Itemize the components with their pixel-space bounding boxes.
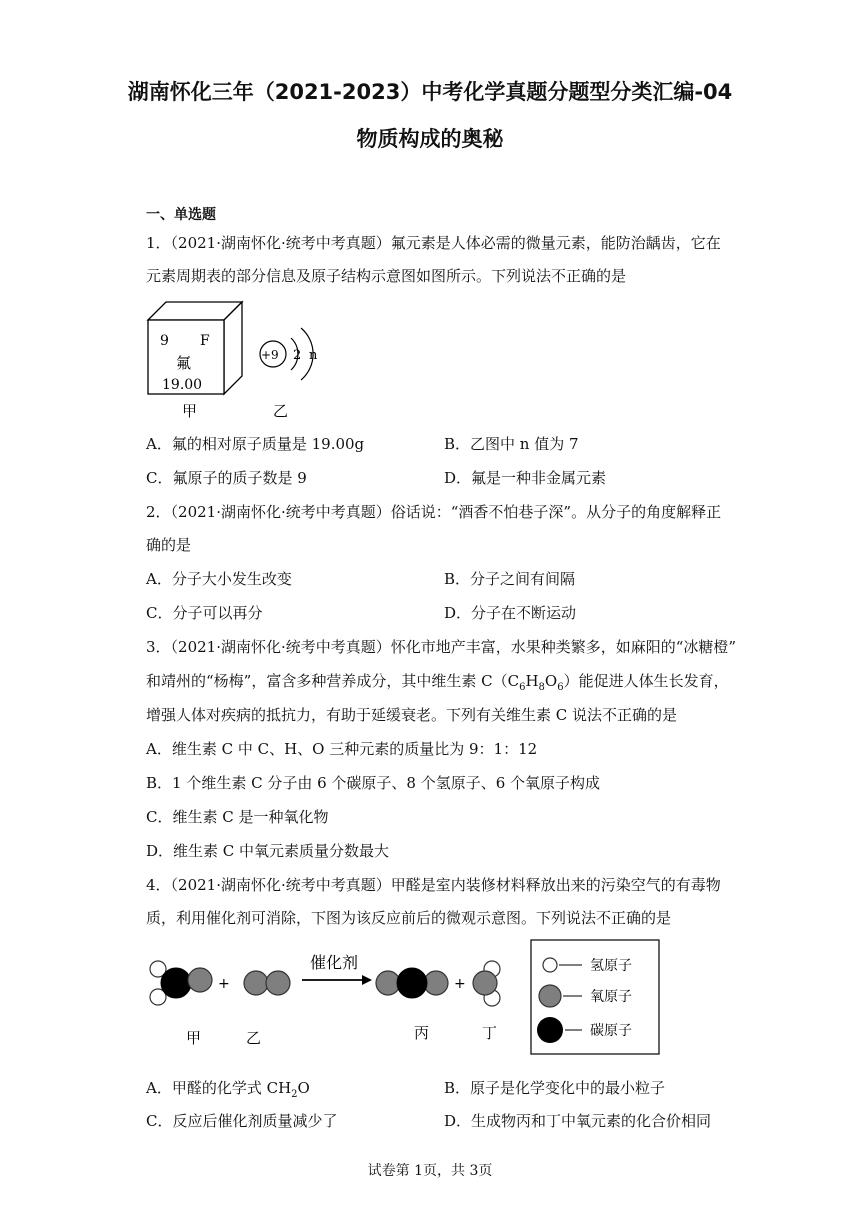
page-title: 湖南怀化三年（2021-2023）中考化学真题分题型分类汇编-04 [127,80,733,104]
q4-reaction-figure [140,938,670,1058]
element-symbol: F [200,333,210,349]
q1-option-b[interactable]: B．乙图中 n 值为 7 [444,435,579,453]
q4-option-c[interactable]: C．反应后催化剂质量减少了 [146,1112,338,1130]
q3-stem-line2: 和靖州的“杨梅”，富含多种营养成分，其中维生素 $C(C_6H_8O_6)$能促进人体生长发育， [146,672,729,693]
q4-stem-line1: 4．（2021·湖南怀化·统考中考真题）甲醛是室内装修材料释放出来的污染空气的有毒物 [146,876,721,894]
molecule-jia [150,961,212,1005]
q4-option-d[interactable]: D．生成物丙和丁中氧元素的化合价相同 [444,1112,712,1130]
atom-legend [531,940,659,1054]
label-jia-2: 甲 [186,1029,202,1047]
q3-option-b[interactable]: B．1 个维生素 C 分子由 6 个碳原子、8 个氢原子、6 个氧原子构成 [146,774,601,792]
q3-option-c[interactable]: C．维生素 C 是一种氧化物 [146,808,329,826]
oxygen-legend-icon [539,985,561,1007]
q1-stem-line2: 元素周期表的部分信息及原子结构示意图如图所示。下列说法不正确的是 [146,267,627,285]
q2-option-b[interactable]: B．分子之间有间隔 [444,570,576,588]
page-footer: 试卷第 1页，共 3页 [367,1163,493,1179]
q1-option-c[interactable]: C．氟原子的质子数是 9 [146,469,307,487]
legend-oxygen: 氧原子 [590,989,632,1005]
q1-figure [146,298,336,422]
atom-structure-diagram [260,328,318,380]
atomic-number: 9 [160,333,169,349]
q2-option-d[interactable]: D．分子在不断运动 [444,604,577,622]
q4-option-b[interactable]: B．原子是化学变化中的最小粒子 [444,1079,666,1097]
q2-stem-line2: 确的是 [146,536,192,554]
shell2-electrons: n [309,348,318,363]
arrow-head [362,975,372,985]
legend-carbon: 碳原子 [590,1023,632,1039]
q2-option-a[interactable]: A．分子大小发生改变 [146,570,292,588]
q2-stem-line1: 2．（2021·湖南怀化·统考中考真题）俗话说：“酒香不怕巷子深”。从分子的角度解释正 [146,503,722,521]
q4-option-a[interactable]: A．甲醛的化学式 $CH_2O$ [146,1079,310,1100]
nucleus-charge: +9 [261,348,279,362]
plus-sign-2: + [454,976,466,992]
shell1-electrons: 2 [293,348,302,363]
hydrogen-legend-icon [543,958,557,972]
carbon-legend-icon [537,1017,563,1043]
q3-stem-line3: 增强人体对疾病的抵抗力，有助于延缓衰老。下列有关维生素 C 说法不正确的是 [146,706,678,724]
q1-stem-line1: 1．（2021·湖南怀化·统考中考真题）氟元素是人体必需的微量元素，能防治龋齿，它在 [146,234,721,252]
legend-hydrogen: 氢原子 [590,958,632,974]
label-jia: 甲 [182,402,198,420]
element-name: 氟 [176,354,192,372]
label-yi-2: 乙 [246,1029,262,1047]
atomic-mass: 19.00 [162,377,203,393]
q1-option-d[interactable]: D．氟是一种非金属元素 [444,469,607,487]
q3-option-d[interactable]: D．维生素 C 中氧元素质量分数最大 [146,842,390,860]
page-subtitle: 物质构成的奥秘 [356,127,504,151]
molecule-bing [376,968,448,998]
section-heading: 一、单选题 [146,207,216,223]
molecule-yi [244,971,290,995]
q4-stem-line2: 质，利用催化剂可消除，下图为该反应前后的微观示意图。下列说法不正确的是 [146,909,672,927]
label-yi: 乙 [273,402,289,420]
q2-option-c[interactable]: C．分子可以再分 [146,604,263,622]
plus-sign-1: + [218,976,230,992]
label-bing: 丙 [414,1024,430,1042]
q3-stem-line1: 3．（2021·湖南怀化·统考中考真题）怀化市地产丰富，水果种类繁多，如麻阳的“冰糖橙” [146,638,737,656]
label-ding: 丁 [482,1024,498,1042]
molecule-ding [473,961,500,1006]
q1-option-a[interactable]: A．氟的相对原子质量是 19.00g [146,435,365,453]
periodic-cell [148,302,242,394]
catalyst-label: 催化剂 [310,953,359,972]
q3-option-a[interactable]: A．维生素 C 中 C、H、O 三种元素的质量比为 9：1：12 [146,740,538,758]
